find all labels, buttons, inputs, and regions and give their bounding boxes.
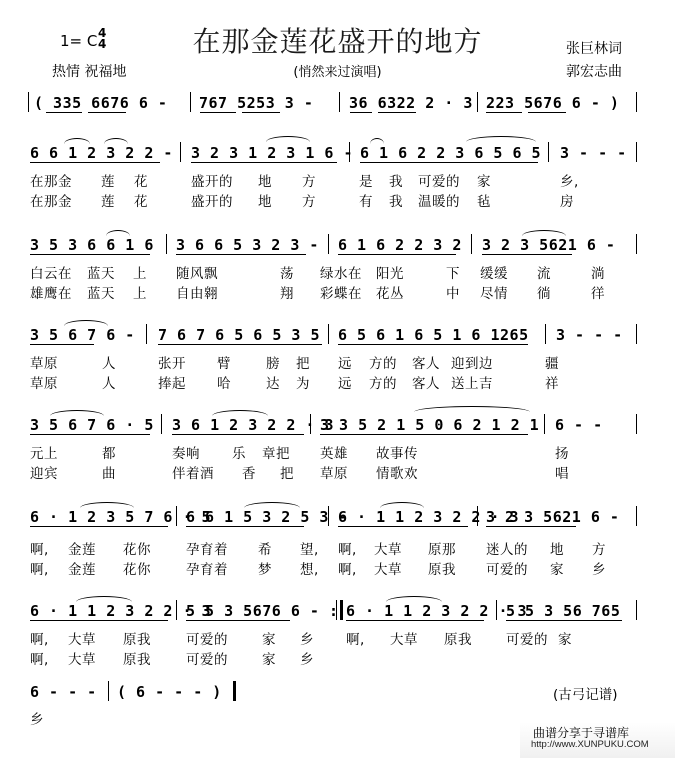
lyric: 金莲: [68, 562, 96, 578]
bar-line: [176, 506, 177, 526]
lyric: 方: [302, 174, 316, 190]
lyric: 花你: [123, 542, 151, 558]
lyric: 家: [262, 632, 276, 648]
notation-line-2: [0, 144, 675, 164]
lyric: 草原: [30, 376, 58, 392]
lyrics-line-6a: [0, 538, 675, 556]
lyric: 大草: [68, 632, 96, 648]
transcriber-credit: (古弓记谱): [553, 687, 618, 703]
lyric: 迎到边: [451, 356, 493, 372]
lyric: 是: [359, 174, 373, 190]
song-title: 在那金莲花盛开的地方: [192, 25, 483, 58]
beam: [30, 434, 150, 435]
lyric: 啊,: [30, 652, 49, 668]
beam: [528, 112, 566, 113]
lyric: 花: [134, 194, 148, 210]
lyric: 乡: [592, 562, 606, 578]
lyric: 疆: [545, 356, 559, 372]
measure: 3 2 3 1 2 3 1 6 -: [191, 144, 354, 162]
beam: [158, 344, 322, 345]
lyric: 家: [262, 652, 276, 668]
bar-line: [166, 234, 167, 254]
lyric: 章把: [262, 446, 290, 462]
beam: [338, 344, 528, 345]
lyric: 家: [550, 562, 564, 578]
lyric: 阳光: [376, 266, 404, 282]
lyric: 奏响: [172, 446, 200, 462]
bar-line: [548, 142, 549, 162]
bar-line: [545, 324, 546, 344]
measure: 7 6 7 6 5 6 5 3 5: [158, 326, 321, 344]
measure: 6 · 1 2 3 5 7 6 · 5: [30, 508, 212, 526]
lyric: 有: [359, 194, 373, 210]
bar-line: [349, 142, 350, 162]
lyric: 香: [242, 466, 256, 482]
lyric: 翔: [280, 286, 294, 302]
beam: [186, 526, 304, 527]
beam: [186, 620, 290, 621]
lyrics-line-2a: [0, 170, 675, 188]
measure: 3 3 5 2 1 5 0 6 2 1 2 1: [320, 416, 540, 434]
beam: [338, 526, 468, 527]
slur: [212, 410, 268, 416]
bar-line: [336, 600, 337, 620]
beam: [506, 620, 622, 621]
bar-line: [310, 414, 311, 434]
lyric: 原我: [444, 632, 472, 648]
lyric: 彩蝶在: [320, 286, 362, 302]
beam: [30, 620, 168, 621]
lyric: 唱: [555, 466, 569, 482]
lyric: 金莲: [68, 542, 96, 558]
lyric: 啊,: [346, 632, 365, 648]
measure: ( 6 - - - ): [117, 683, 222, 701]
slur: [80, 502, 134, 508]
lyric: 迎宾: [30, 466, 58, 482]
measure: 6 1 6 2 2 3 6 5 6 5: [360, 144, 542, 162]
bar-line: [471, 234, 472, 254]
beam: [30, 526, 168, 527]
lyric: 人: [102, 356, 116, 372]
measure: 6 6 1 5 3 2 5 3 -: [186, 508, 349, 526]
lyric: 莲: [101, 174, 115, 190]
bar-line: [190, 92, 191, 112]
slur: [414, 406, 530, 412]
lyric: 家: [477, 174, 491, 190]
measure: 5 5 3 56 765: [506, 602, 621, 620]
lyric: 扬: [555, 446, 569, 462]
lyric: 雄鹰在: [30, 286, 72, 302]
bar-line: [180, 142, 181, 162]
lyric: 乡,: [560, 174, 579, 190]
lyric: 家: [558, 632, 572, 648]
lyric: 大草: [390, 632, 418, 648]
lyric: 孕育着: [186, 542, 228, 558]
beam: [30, 254, 150, 255]
measure: 223 5676 6 - ): [486, 94, 620, 112]
lyric: 元上: [30, 446, 58, 462]
lyric: 我: [389, 194, 403, 210]
lyric: 随风飘: [176, 266, 218, 282]
lyric: 张开: [158, 356, 186, 372]
beam: [88, 112, 126, 113]
lyric: 祥: [545, 376, 559, 392]
slur: [76, 596, 132, 602]
lyric: 可爱的: [418, 174, 460, 190]
key-signature: 1= C: [60, 32, 98, 50]
slur: [380, 502, 424, 508]
lyrics-line-2b: [0, 190, 675, 208]
lyric: 蓝天: [87, 266, 115, 282]
measure: 5 5 3 5676 6 - :: [186, 602, 339, 620]
lyric: 方的: [369, 356, 397, 372]
bar-line: [477, 506, 478, 526]
lyric: 自由翱: [176, 286, 218, 302]
lyric: 原我: [123, 652, 151, 668]
beam: [378, 112, 416, 113]
lyric: 淌: [591, 266, 605, 282]
lyric: 孕育着: [186, 562, 228, 578]
lyric: 伴着酒: [172, 466, 214, 482]
beam: [172, 434, 304, 435]
lyric: 啊,: [30, 542, 49, 558]
measure: ( 335 6676 6 -: [34, 94, 168, 112]
footer-site-name: 曲谱分享于寻谱库: [533, 726, 630, 740]
lyric: 梦: [258, 562, 272, 578]
lyric: 可爱的: [486, 562, 528, 578]
slur: [64, 320, 108, 326]
beam: [486, 526, 576, 527]
lyrics-line-5b: [0, 462, 675, 480]
lyric: 盛开的: [191, 194, 233, 210]
lyric: 故事传: [376, 446, 418, 462]
lyric: 客人: [412, 376, 440, 392]
lyricist-credit: 张巨林词: [566, 41, 622, 57]
measure: 6 6 1 2 3 2 2 -: [30, 144, 173, 162]
bar-line: [339, 92, 340, 112]
lyrics-line-4a: [0, 352, 675, 370]
lyric: 徜: [537, 286, 551, 302]
lyric: 白云在: [30, 266, 72, 282]
bar-line: [636, 142, 637, 162]
measure: 6 1 6 2 2 3 2: [338, 236, 462, 254]
lyric: 人: [102, 376, 116, 392]
lyric: 下: [446, 266, 460, 282]
lyric: 盛开的: [191, 174, 233, 190]
bar-line: [636, 506, 637, 526]
slur: [50, 410, 104, 416]
lyric: 尽情: [480, 286, 508, 302]
beam: [46, 112, 82, 113]
singer-credit: (悄然来过演唱): [293, 65, 382, 80]
bar-line: [544, 414, 545, 434]
composer-credit: 郭宏志曲: [566, 64, 622, 80]
measure: 3 2 3 5621 6 -: [482, 236, 616, 254]
beam: [338, 254, 456, 255]
lyric: 方: [302, 194, 316, 210]
measure: 36 6322 2 · 3: [349, 94, 473, 112]
lyric: 在那金: [30, 194, 72, 210]
beam: [30, 344, 94, 345]
lyric: 方的: [369, 376, 397, 392]
beam: [482, 254, 572, 255]
lyric: 希: [258, 542, 272, 558]
lyric: 臂: [217, 356, 231, 372]
lyric: 乡: [300, 632, 314, 648]
lyric: 把: [280, 466, 294, 482]
slur: [522, 230, 566, 236]
lyric: 乡: [30, 712, 44, 728]
bar-line: [496, 600, 497, 620]
lyric: 房: [560, 194, 574, 210]
lyric: 啊,: [338, 562, 357, 578]
lyric: 花丛: [376, 286, 404, 302]
bar-line: [176, 600, 177, 620]
measure: 6 - - -: [30, 683, 97, 701]
meter-bottom: 4: [98, 37, 107, 51]
lyric: 大草: [374, 542, 402, 558]
lyric: 在那金: [30, 174, 72, 190]
bar-line: [636, 92, 637, 112]
beam: [191, 162, 337, 163]
notation-line-1: [0, 94, 675, 114]
beam: [30, 162, 160, 163]
bar-line: [328, 506, 329, 526]
lyric: 方: [592, 542, 606, 558]
lyric: 膀: [266, 356, 280, 372]
lyric: 捧起: [158, 376, 186, 392]
bar-line: [161, 414, 162, 434]
slur: [386, 596, 442, 602]
beam: [360, 162, 538, 163]
measure: 767 5253 3 -: [199, 94, 314, 112]
slur: [370, 138, 384, 144]
notation-line-7: [0, 602, 675, 622]
lyrics-line-6b: [0, 558, 675, 576]
lyric: 达: [266, 376, 280, 392]
meter-top: 4: [98, 26, 107, 40]
notation-line-6: [0, 508, 675, 528]
lyric: 曲: [102, 466, 116, 482]
beam: [486, 112, 522, 113]
bar-line: [328, 324, 329, 344]
lyric: 花你: [123, 562, 151, 578]
lyric: 可爱的: [506, 632, 548, 648]
bar-line: [328, 234, 329, 254]
measure: 3 2 3 5621 6 -: [486, 508, 620, 526]
lyric: 莲: [101, 194, 115, 210]
lyric: 草原: [30, 356, 58, 372]
lyric: 迷人的: [486, 542, 528, 558]
lyric: 远: [338, 376, 352, 392]
lyric: 草原: [320, 466, 348, 482]
measure: 6 · 1 1 2 3 2 2 · 3: [30, 602, 212, 620]
lyric: 绿水在: [320, 266, 362, 282]
lyric: 把: [296, 356, 310, 372]
lyric: 都: [102, 446, 116, 462]
measure: 6 - -: [555, 416, 603, 434]
lyric: 我: [389, 174, 403, 190]
measure: 3 5 6 7 6 -: [30, 326, 135, 344]
lyrics-line-3b: [0, 282, 675, 300]
notation-line-4: [0, 326, 675, 346]
lyric: 原我: [123, 632, 151, 648]
repeat-bar-line: [340, 600, 343, 620]
lyric: 可爱的: [186, 632, 228, 648]
measure: 3 - - -: [556, 326, 623, 344]
bar-line: [636, 324, 637, 344]
measure: 3 5 3 6 6 1 6: [30, 236, 154, 254]
measure: 3 6 6 5 3 2 3 -: [176, 236, 319, 254]
lyric: 地: [258, 194, 272, 210]
slur: [466, 136, 536, 142]
lyric: 乡: [300, 652, 314, 668]
lyric: 地: [258, 174, 272, 190]
lyric: 徉: [591, 286, 605, 302]
lyric: 乐: [232, 446, 246, 462]
lyric: 可爱的: [186, 652, 228, 668]
measure: 6 5 6 1 6 5 1 6 1265: [338, 326, 529, 344]
lyric: 大草: [374, 562, 402, 578]
lyric: 原我: [428, 562, 456, 578]
bar-line: [108, 681, 109, 701]
bar-line: [477, 92, 478, 112]
measure: 3 - - -: [560, 144, 627, 162]
measure: 6 · 1 1 2 3 2 2 · 3: [338, 508, 520, 526]
lyric: 送上吉: [451, 376, 493, 392]
expression-mark: 热情 祝福地: [52, 64, 127, 80]
time-signature: [98, 28, 106, 50]
notation-line-5: [0, 416, 675, 436]
slur: [104, 138, 128, 144]
lyric: 想,: [300, 562, 319, 578]
bar-line: [636, 600, 637, 620]
lyrics-line-5a: [0, 442, 675, 460]
lyric: 为: [296, 376, 310, 392]
measure: 3 6 1 2 3 2 2 · 3: [172, 416, 335, 434]
lyric: 上: [133, 266, 147, 282]
footer-site-url[interactable]: http://www.XUNPUKU.COM: [531, 739, 649, 750]
lyric: 荡: [280, 266, 294, 282]
lyric: 情歌欢: [376, 466, 418, 482]
lyric: 上: [133, 286, 147, 302]
lyric: 地: [550, 542, 564, 558]
beam: [320, 434, 528, 435]
lyrics-line-7a: [0, 628, 675, 646]
beam: [242, 112, 280, 113]
lyric: 客人: [412, 356, 440, 372]
beam: [350, 112, 372, 113]
notation-line-3: [0, 236, 675, 256]
lyric: 望,: [300, 542, 319, 558]
bar-line: [636, 414, 637, 434]
lyric: 远: [338, 356, 352, 372]
lyrics-line-4b: [0, 372, 675, 390]
slur: [244, 502, 300, 508]
lyric: 啊,: [30, 562, 49, 578]
beam: [346, 620, 484, 621]
lyric: 哈: [217, 376, 231, 392]
bar-line: [146, 324, 147, 344]
measure: 6 · 1 1 2 3 2 2 · 3: [346, 602, 528, 620]
beam: [200, 112, 236, 113]
lyric: 啊,: [338, 542, 357, 558]
lyrics-line-7b: [0, 648, 675, 666]
lyric: 毡: [477, 194, 491, 210]
measure: 3 5 6 7 6 · 5: [30, 416, 154, 434]
lyric: 英雄: [320, 446, 348, 462]
slur: [266, 136, 310, 142]
lyric: 原那: [428, 542, 456, 558]
final-bar-line: [233, 681, 236, 701]
lyric: 花: [134, 174, 148, 190]
lyric: 蓝天: [87, 286, 115, 302]
bar-line: [28, 92, 29, 112]
slur: [106, 230, 130, 236]
lyric: 大草: [68, 652, 96, 668]
lyric: 缓缓: [480, 266, 508, 282]
bar-line: [636, 234, 637, 254]
slur: [64, 138, 90, 144]
lyrics-line-3a: [0, 262, 675, 280]
beam: [176, 254, 306, 255]
lyric: 啊,: [30, 632, 49, 648]
lyric: 中: [446, 286, 460, 302]
lyric: 流: [537, 266, 551, 282]
lyric: 温暖的: [418, 194, 460, 210]
